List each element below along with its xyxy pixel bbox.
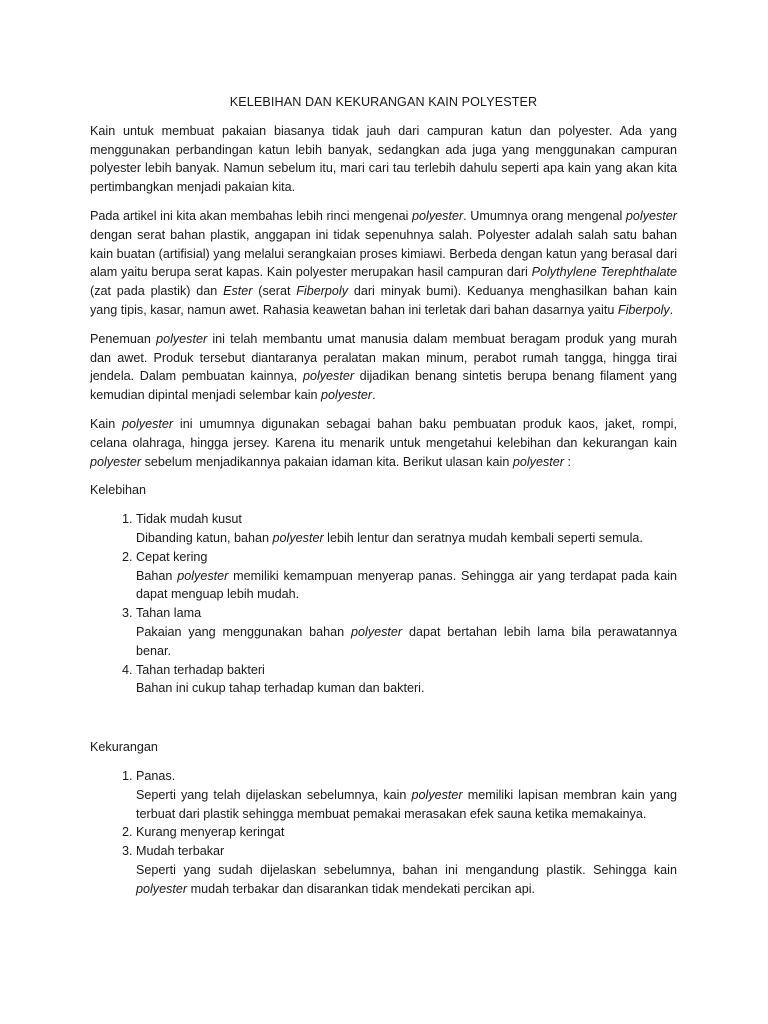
italic-term: polyester bbox=[302, 369, 355, 384]
list-item bbox=[136, 767, 677, 823]
italic-term: polyester bbox=[412, 208, 464, 223]
list-item-title: 1. Panas. bbox=[136, 768, 176, 783]
list-item-description bbox=[136, 786, 677, 824]
text-run: Seperti yang telah dijelaskan sebelumnya, kain bbox=[136, 787, 412, 802]
kekurangan-list bbox=[90, 767, 677, 899]
list-item bbox=[136, 548, 677, 604]
list-item-description bbox=[136, 529, 677, 548]
list-item-title: 3. Tahan lama bbox=[136, 606, 202, 621]
text-run: dari minyak bumi). Keduanya menghasilkan bahan kain yang tipis, kasar, namun awet. Rahasia keawetan bahan ini terletak dari bahan dasarnya yaitu bbox=[90, 284, 677, 317]
text-run: Pakaian yang menggunakan bahan bbox=[136, 624, 352, 639]
list-item-title: 2. Cepat kering bbox=[136, 549, 208, 564]
text-run: Penemuan bbox=[90, 331, 157, 346]
text-run: : bbox=[563, 454, 571, 469]
italic-term: Polythylene Terephthalate bbox=[531, 265, 678, 280]
italic-term: polyester bbox=[156, 331, 208, 346]
body-paragraph bbox=[90, 207, 677, 320]
text-run: memiliki kemampuan menyerap panas. Sehingga air yang terdapat pada kain dapat menguap lebih mudah. bbox=[136, 568, 678, 602]
text-run: . bbox=[669, 302, 674, 317]
list-item-description bbox=[136, 861, 677, 899]
list-item-title: 1. Tidak mudah kusut bbox=[136, 512, 242, 527]
text-run: sebelum menjadikannya pakaian idaman kita. Berikut ulasan kain bbox=[141, 454, 513, 469]
italic-term: polyester bbox=[90, 454, 142, 469]
list-item-description bbox=[136, 679, 677, 698]
kelebihan-heading: Kelebihan bbox=[90, 483, 147, 498]
italic-term: polyester bbox=[272, 530, 324, 545]
body-paragraphs bbox=[90, 122, 677, 472]
italic-term: polyester bbox=[177, 568, 229, 583]
list-item bbox=[136, 842, 677, 898]
list-item bbox=[136, 604, 677, 660]
text-run: Bahan ini cukup tahap terhadap kuman dan bakteri. bbox=[136, 681, 425, 696]
text-run: . bbox=[372, 388, 376, 403]
italic-term: Fiberpoly bbox=[617, 302, 670, 317]
text-run: . Umumnya orang mengenal bbox=[463, 208, 626, 223]
italic-term: polyester bbox=[351, 624, 403, 639]
section-spacer bbox=[90, 708, 677, 738]
kekurangan-heading: Kekurangan bbox=[90, 740, 158, 755]
italic-term: Fiberpoly bbox=[296, 284, 349, 299]
list-item bbox=[136, 823, 677, 842]
text-run: (zat pada plastik) dan bbox=[90, 284, 224, 299]
text-run: Seperti yang sudah dijelaskan sebelumnya, bahan ini mengandung plastik. Sehingga kain bbox=[136, 862, 677, 877]
text-run: (serat bbox=[252, 284, 297, 299]
body-paragraph bbox=[90, 415, 677, 471]
text-run: dijadikan benang sintetis berupa benang filament yang kemudian dipintal menjadi selembar kain bbox=[90, 369, 677, 403]
list-item bbox=[136, 510, 677, 548]
italic-term: polyester bbox=[136, 881, 188, 896]
italic-term: polyester bbox=[411, 787, 463, 802]
kelebihan-list bbox=[90, 510, 677, 698]
italic-term: Ester bbox=[223, 284, 253, 299]
text-run: mudah terbakar dan disarankan tidak mendekati percikan api. bbox=[187, 881, 536, 896]
text-run: memiliki lapisan membran kain yang terbuat dari plastik sehingga membuat pemakai merasakan efek sauna ketika memakainya. bbox=[136, 787, 678, 821]
text-run: Pada artikel ini kita akan membahas lebih rinci mengenai bbox=[90, 208, 413, 223]
list-item-title: 4. Tahan terhadap bakteri bbox=[136, 662, 265, 677]
body-paragraph bbox=[90, 122, 677, 197]
text-run: lebih lentur dan seratnya mudah kembali seperti semula. bbox=[323, 530, 643, 545]
list-item-title: 2. Kurang menyerap keringat bbox=[136, 825, 285, 840]
list-item bbox=[136, 661, 677, 699]
document-title: KELEBIHAN DAN KEKURANGAN KAIN POLYESTER bbox=[229, 95, 538, 109]
italic-term: polyester bbox=[512, 454, 564, 469]
italic-term: polyester bbox=[625, 208, 677, 223]
text-run: Kain bbox=[90, 416, 122, 431]
list-item-description bbox=[136, 623, 677, 661]
text-run: ini telah membantu umat manusia dalam membuat beragam produk yang murah dan awet. Produk tersebut diantaranya peralatan makan minum, perabot rumah tangga, hingga tirai jendela. Dalam pembuatan kainnya, bbox=[90, 331, 677, 384]
italic-term: polyester bbox=[122, 416, 174, 431]
text-run: ini umumnya digunakan sebagai bahan baku pembuatan produk kaos, jaket, rompi, celana olahraga, hingga jersey. Karena itu menarik untuk mengetahui kelebihan dan kekurangan kain bbox=[90, 416, 677, 450]
text-run: dapat bertahan lebih lama bila perawatannya benar. bbox=[136, 624, 677, 658]
text-run: dengan serat bahan plastik, anggapan ini tidak sepenuhnya salah. Polyester adalah salah satu bahan kain buatan (artifisial) yang melalui serangkaian proses kimiawi. Berbeda dengan katun yang berasal dari alam yaitu berupa serat kapas. Kain polyester merupakan hasil campuran dari bbox=[90, 227, 677, 280]
text-run: Bahan bbox=[136, 568, 178, 583]
body-paragraph bbox=[90, 330, 677, 405]
italic-term: polyester bbox=[321, 388, 373, 403]
list-item-description bbox=[136, 567, 677, 605]
text-run: Dibanding katun, bahan bbox=[136, 530, 273, 545]
text-run: Kain untuk membuat pakaian biasanya tidak jauh dari campuran katun dan polyester. Ada yang menggunakan perbandingan katun lebih banyak, sedangkan ada juga yang menggunakan campuran polyester lebih banyak. Namun sebelum itu, mari cari tau terlebih dahulu seperti apa kain yang akan kita pertimbangkan menjadi pakaian kita. bbox=[90, 123, 677, 195]
list-item-title: 3. Mudah terbakar bbox=[136, 844, 225, 859]
